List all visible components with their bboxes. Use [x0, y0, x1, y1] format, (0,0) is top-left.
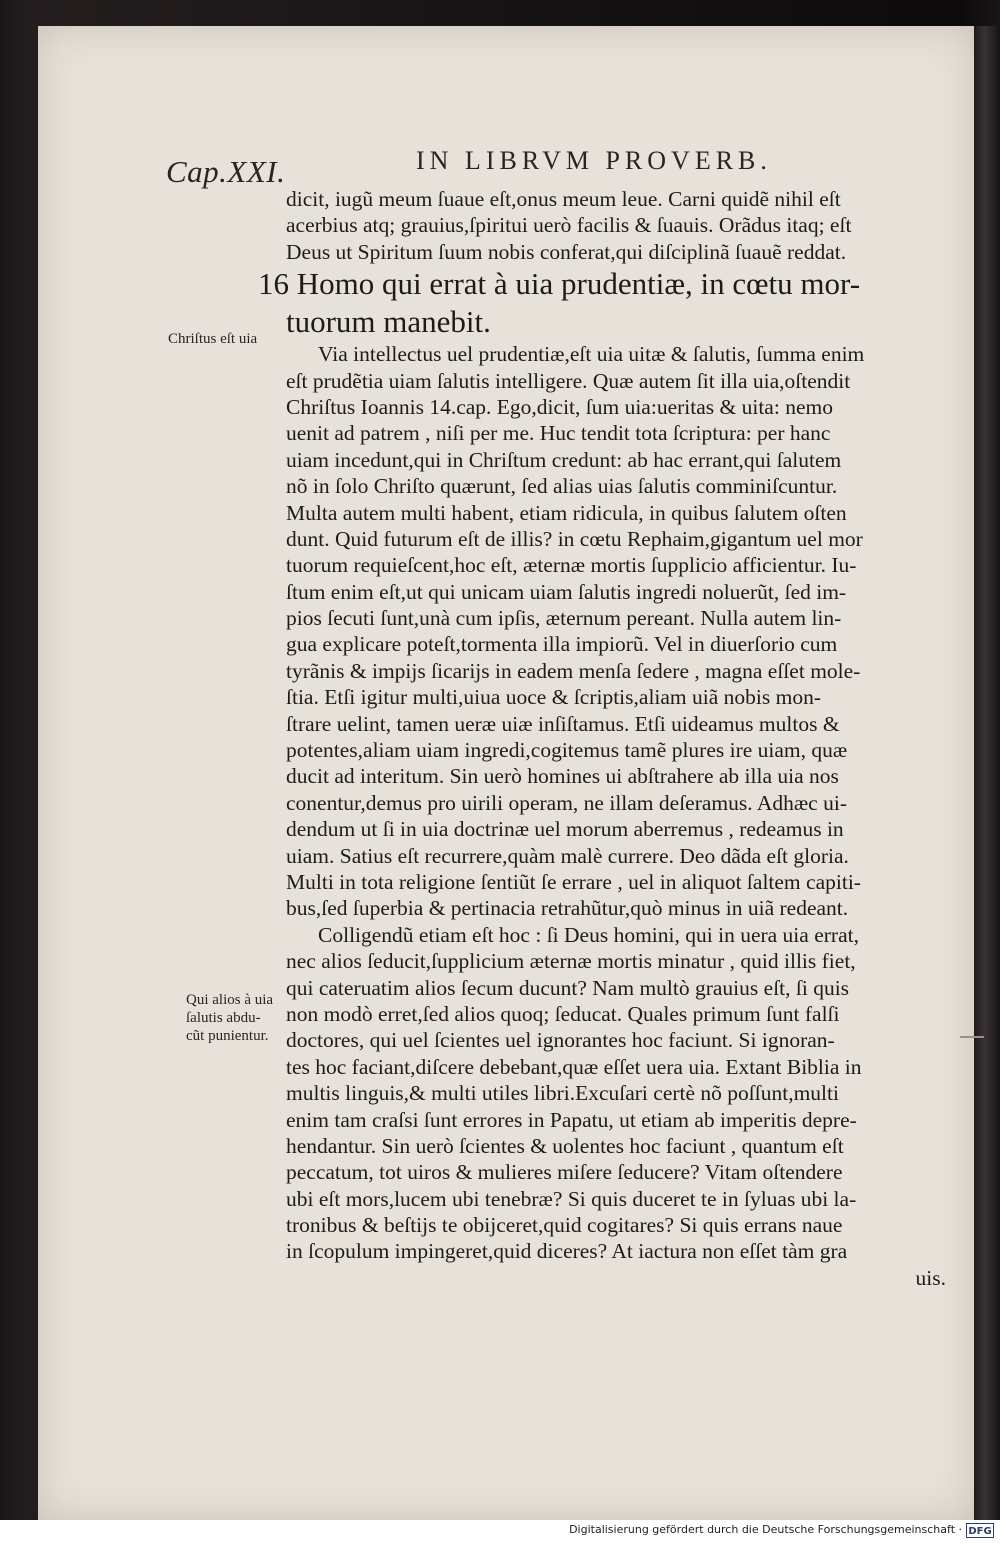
- verse-line: tuorum manebit.: [286, 304, 491, 340]
- text-line: eſt prudẽtia uiam ſalutis intelligere. Quæ autem ſit illa uia,oſtendit: [286, 368, 851, 393]
- page-header: [38, 144, 974, 188]
- text-line: Deus ut Spiritum ſuum nobis conferat,qui diſciplinã ſuauẽ reddat.: [286, 239, 847, 264]
- margin-note: ſalutis abdu-: [186, 1010, 261, 1026]
- text-line: Via intellectus uel prudentiæ,eſt uia uitæ & ſalutis, ſumma enim: [318, 342, 865, 367]
- margin-note: Qui alios à uia: [186, 992, 274, 1008]
- text-line: multis linguis,& multi utiles libri.Excuſari certè nõ poſſunt,multi: [286, 1081, 839, 1106]
- margin-note: cũt punientur.: [186, 1028, 269, 1044]
- text-line: conentur,demus pro uirili operam, ne illam deſeramus. Adhæc ui-: [286, 790, 847, 815]
- text-line: Colligendũ etiam eſt hoc : ſi Deus homini, qui in uera uia errat,: [318, 922, 859, 947]
- verse-line: 16 Homo qui errat à uia prudentiæ, in cœtu mor-: [258, 266, 861, 302]
- text-line: tuorum requieſcent,hoc eſt, æternæ mortis ſupplicio afficientur. Iu-: [286, 553, 857, 578]
- text-line: tyrãnis & impijs ſicarijs in eadem menſa ſedere , magna eſſet mole-: [286, 658, 861, 683]
- book-page: [38, 26, 974, 1520]
- text-line: Multa autem multi habent, etiam ridicula, in quibus ſalutem oſten: [286, 500, 847, 525]
- footer-bar: [0, 1520, 1000, 1543]
- text-line: uiam. Satius eſt recurrere,quàm malè currere. Deo dãda eſt gloria.: [286, 843, 849, 868]
- text-line: uiam incedunt,qui in Chriſtum credunt: ab hac errant,qui ſalutem: [286, 447, 842, 472]
- text-line: uis.: [915, 1265, 946, 1290]
- text-line: nec alios ſeducit,ſupplicium æternæ mortis minatur , quid illis fiet,: [286, 949, 856, 974]
- text-line: non modò erret,ſed alios quoq; ſeducat. Quales primum ſunt falſi: [286, 1001, 840, 1026]
- text-line: ubi eſt mors,lucem ubi tenebræ? Si quis duceret te in ſyluas ubi la-: [286, 1186, 857, 1211]
- text-line: ſtum enim eſt,ut qui unicam uiam ſalutis ingredi noluerũt, ſed im-: [286, 579, 847, 604]
- text-line: ſtia. Etſi igitur multi,uiua uoce & ſcriptis,aliam uiã nobis mon-: [286, 685, 822, 710]
- dfg-logo: DFG: [966, 1523, 994, 1538]
- text-line: doctores, qui uel ſcientes uel ignorantes hoc faciunt. Si ignoran-: [286, 1028, 835, 1053]
- edge-mark: [960, 1036, 984, 1038]
- text-line: ſtrare uelint, tamen ueræ uiæ inſiſtamus. Etſi uideamus multos &: [286, 711, 840, 736]
- funding-credit: Digitalisierung gefördert durch die Deutsche Forschungsgemeinschaft ·: [569, 1523, 962, 1536]
- text-line: hendantur. Sin uerò ſcientes & uolentes hoc faciunt , quantum eſt: [286, 1133, 844, 1158]
- text-line: tronibus & beſtijs te obijceret,quid cogitares? Si quis errans naue: [286, 1213, 843, 1238]
- text-line: in ſcopulum impingeret,quid diceres? At iactura non eſſet tàm gra: [286, 1239, 848, 1264]
- chapter-heading: Cap.XXI.: [166, 154, 286, 189]
- text-line: dunt. Quid futurum eſt de illis? in cœtu Rephaim,gigantum uel mor: [286, 526, 863, 551]
- text-line: dendum ut ſi in uia doctrinæ uel morum aberremus , redeamus in: [286, 817, 844, 842]
- text-line: Multi in tota religione ſentiũt ſe errare , uel in aliquot ſaltem capiti-: [286, 869, 861, 894]
- text-line: gua explicare poteſt,tormenta illa impiorũ. Vel in diuerſorio cum: [286, 632, 838, 657]
- text-line: enim tam craſsi ſunt errores in Papatu, ut etiam ab imperitis depre-: [286, 1107, 857, 1132]
- text-line: ducit ad interitum. Sin uerò homines ui abſtrahere ab illa uia nos: [286, 764, 839, 789]
- text-line: dicit, iugũ meum ſuaue eſt,onus meum leue. Carni quidẽ nihil eſt: [286, 187, 841, 211]
- text-line: Chriſtus Ioannis 14.cap. Ego,dicit, ſum uia:ueritas & uita: nemo: [286, 394, 833, 419]
- margin-note: Chriſtus eſt uia: [168, 331, 258, 347]
- text-line: uenit ad patrem , niſi per me. Huc tendit tota ſcriptura: per hanc: [286, 421, 831, 446]
- text-line: nõ in ſolo Chriſto quærunt, ſed alias uias ſalutis comminiſcuntur.: [286, 474, 838, 499]
- body-text: [258, 186, 946, 1291]
- running-title: IN LIBRVM PROVERB.: [416, 146, 772, 175]
- text-line: qui cateruatim alios ſecum ducunt? Nam multò grauius eſt, ſi quis: [286, 975, 850, 1000]
- book-edge: [974, 26, 1000, 1520]
- text-line: peccatum, tot uiros & mulieres miſere ſeducere? Vitam oſtendere: [286, 1160, 843, 1185]
- text-line: tes hoc faciant,diſcere debebant,quæ eſſet uera uia. Extant Biblia in: [286, 1054, 862, 1079]
- text-line: potentes,aliam uiam ingredi,cogitemus tamẽ plures ire uiam, quæ: [286, 738, 848, 763]
- text-line: pios ſecuti ſunt,unà cum ipſis, æternum pereant. Nulla autem lin-: [286, 606, 842, 631]
- text-line: bus,ſed ſuperbia & pertinacia retrahũtur,quò minus in uiã redeant.: [286, 896, 849, 921]
- text-line: acerbius atq; grauius,ſpiritui uerò facilis & ſuauis. Orãdus itaq; eſt: [286, 213, 852, 238]
